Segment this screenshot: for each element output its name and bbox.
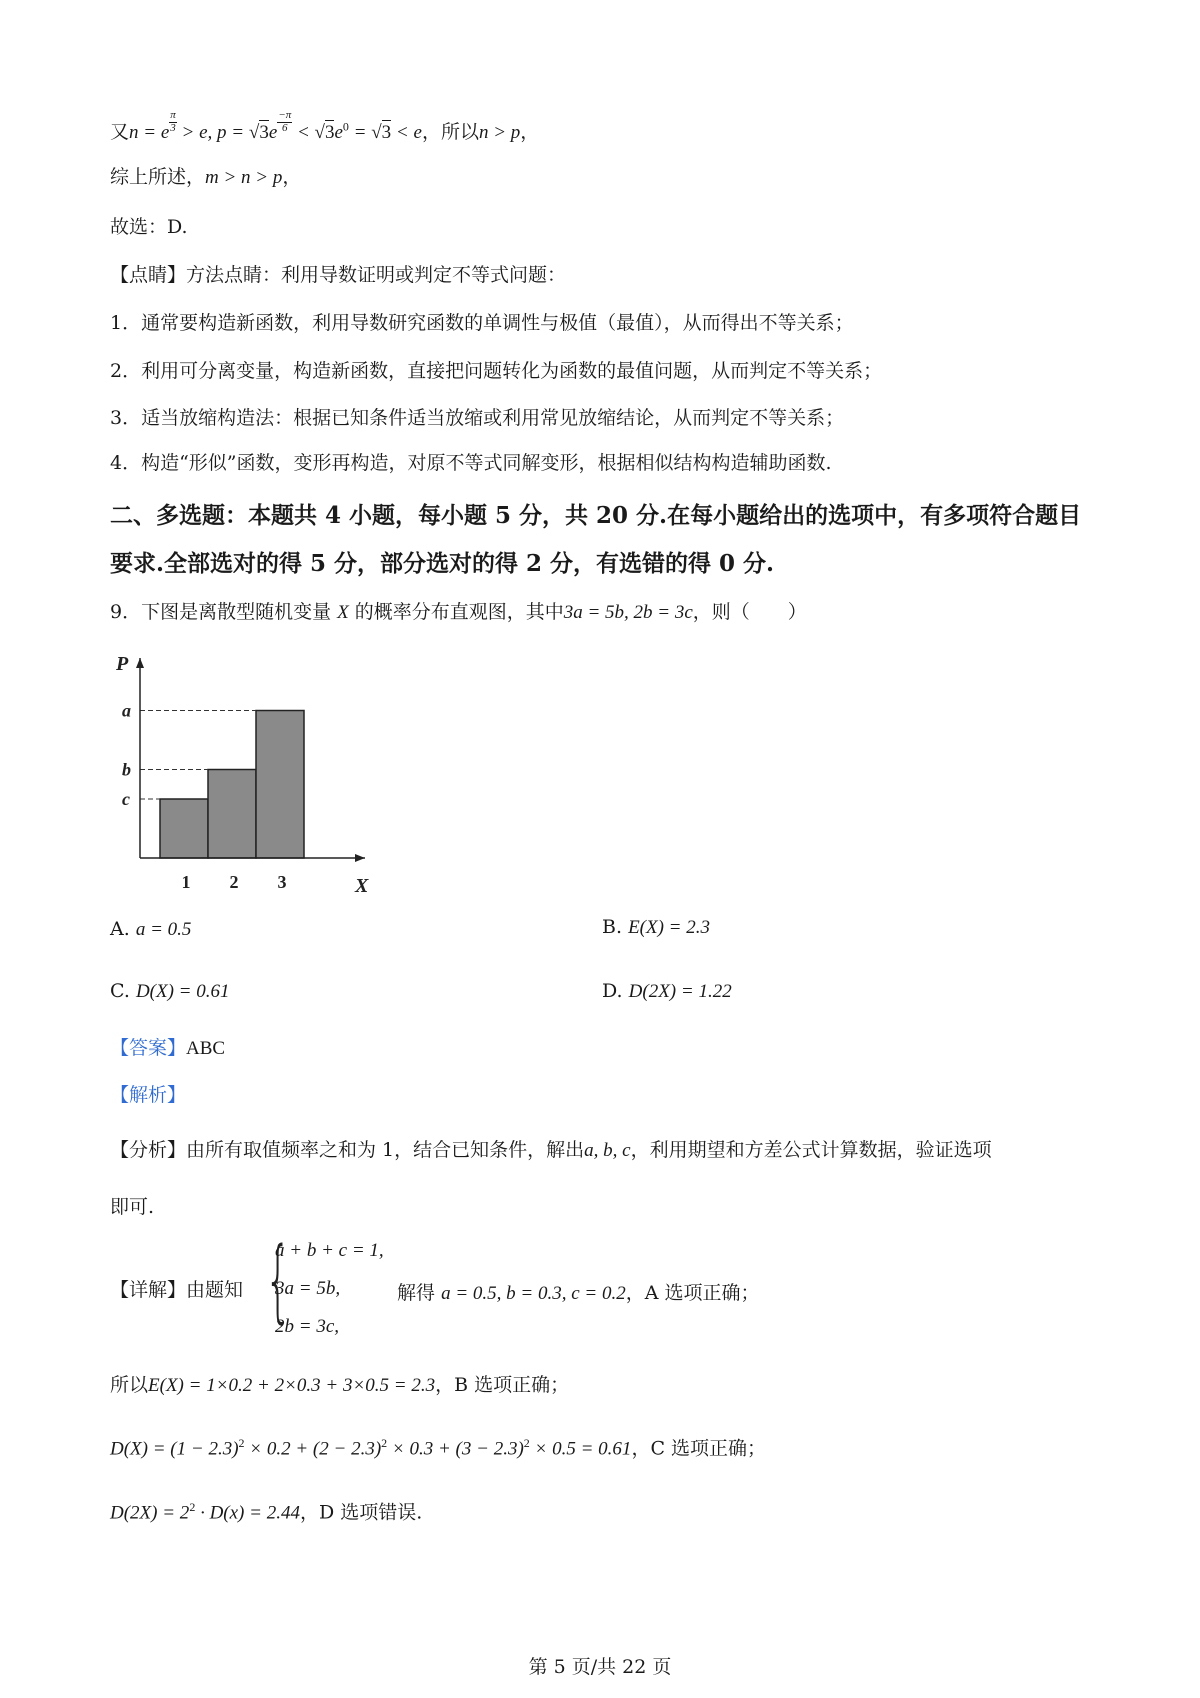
- question-9: [110, 600, 807, 626]
- math-variance: × 0.2 + (2 − 2.3): [244, 1438, 382, 1460]
- math-variance: × 0.3 + (3 − 2.3): [387, 1438, 524, 1460]
- math-n-gt-p: n > p: [478, 121, 521, 143]
- option-letter: A.: [110, 918, 130, 940]
- page-footer: [0, 1652, 1200, 1679]
- calc-text: ，C 选项正确；: [631, 1437, 767, 1460]
- bar-1: [160, 799, 208, 858]
- line-inequality: [110, 110, 539, 146]
- calc-text: ，D 选项错误.: [299, 1501, 423, 1524]
- exp-2: 2: [238, 1436, 245, 1450]
- y-axis-label: P: [116, 653, 129, 675]
- option-a[interactable]: [110, 918, 191, 941]
- y-tick-label-c: c: [122, 789, 130, 809]
- math-variance-2x: D(2X) = 2: [110, 1502, 190, 1524]
- section-heading-line2: [110, 545, 774, 578]
- page-number: 第 5 页/共 22 页: [528, 1656, 672, 1678]
- text-zongshang: 综上所述，: [110, 166, 206, 188]
- equation-3: 2b = 3c,: [275, 1316, 340, 1337]
- option-expr: D(X) = 0.61: [135, 981, 230, 1002]
- question-text: 的概率分布直观图，其中: [354, 601, 564, 623]
- math-lt-e: < e: [391, 121, 422, 143]
- calc-text: 所以: [110, 1374, 149, 1396]
- method-text: 3．适当放缩构造法：根据已知条件适当放缩或利用常见放缩结论，从而判定不等关系；: [110, 407, 845, 429]
- math-expectation: E(X) = 1×0.2 + 2×0.3 + 3×0.5 = 2.3: [148, 1375, 436, 1396]
- option-d[interactable]: [602, 980, 732, 1003]
- x-axis-arrow-icon: [355, 854, 365, 862]
- x-tick-label-2: 2: [229, 872, 239, 892]
- math-variance-2x: · D(x) = 2.44: [195, 1502, 300, 1524]
- line-dianjing: [110, 263, 566, 288]
- text-comma: ，: [520, 120, 540, 143]
- text-dianjing: 【点睛】方法点睛：利用导数证明或判定不等式问题：: [110, 264, 567, 286]
- text-guxuan: 故选：D.: [110, 216, 188, 238]
- exp-zero: 0: [342, 119, 349, 134]
- answer-line: [110, 1036, 225, 1062]
- method-item-3: [110, 406, 844, 431]
- option-letter: B.: [602, 916, 623, 938]
- math-e: e: [334, 121, 343, 143]
- bar-3: [256, 711, 304, 859]
- x-tick-label-3: 3: [277, 872, 287, 892]
- math-variance: D(X) = (1 − 2.3): [110, 1438, 239, 1460]
- math-eq: =: [348, 121, 372, 143]
- solve-text: 解得: [397, 1282, 436, 1304]
- line-conclusion: [110, 165, 301, 191]
- variance-line: [110, 1436, 766, 1462]
- option-b[interactable]: [602, 916, 710, 939]
- calc-text: ，B 选项正确；: [435, 1374, 570, 1396]
- fenxi-text: ，利用期望和方差公式计算数据，验证选项: [630, 1139, 992, 1161]
- option-expr: E(X) = 2.3: [628, 917, 710, 938]
- method-item-2: [110, 359, 882, 384]
- exp-den: 3: [170, 121, 176, 134]
- method-item-1: [110, 311, 854, 336]
- fenxi-text: 【分析】由所有取值频率之和为 1，结合已知条件，解出: [110, 1139, 585, 1161]
- text-comma: ，: [282, 166, 302, 188]
- solve-line: [397, 1278, 759, 1305]
- math-abc: a, b, c: [584, 1140, 631, 1161]
- math-m-n-p: m > n > p: [205, 167, 283, 188]
- sqrt-symbol: √: [314, 121, 325, 143]
- question-text: ，则（ ）: [692, 601, 807, 623]
- fenxi-line1: [110, 1138, 992, 1164]
- equation-1: a + b + c = 1,: [275, 1240, 384, 1261]
- y-tick-label-b: b: [122, 759, 131, 780]
- exp-den: 6: [281, 121, 288, 134]
- section-text: 要求.全部选对的得 5 分，部分选对的得 2 分，有选错的得 0 分.: [110, 550, 775, 577]
- answer-tag: 【答案】: [110, 1037, 187, 1059]
- option-letter: D.: [602, 980, 623, 1002]
- math-p-eq: > e, p =: [176, 121, 249, 143]
- y-tick-label-a: a: [122, 700, 131, 721]
- probability-histogram: [110, 648, 410, 898]
- equation-2: 3a = 5b,: [275, 1278, 341, 1299]
- question-text: 9．下图是离散型随机变量: [110, 601, 332, 623]
- math-variance: × 0.5 = 0.61: [529, 1438, 632, 1460]
- expectation-line: [110, 1373, 569, 1399]
- exp-2: 2: [381, 1436, 388, 1450]
- method-text: 4．构造“形似”函数，变形再构造，对原不等式同解变形，根据相似结构构造辅助函数.: [110, 452, 832, 474]
- sqrt-3: 3: [324, 121, 335, 143]
- section-text: 二、多选题：本题共 4 小题，每小题 5 分，共 20 分.在每小题给出的选项中，有多项符合题目: [110, 502, 1082, 529]
- y-axis-arrow-icon: [136, 658, 144, 668]
- xiangjie-text: 【详解】由题知: [110, 1279, 244, 1301]
- sqrt-3: 3: [381, 121, 392, 143]
- option-expr: D(2X) = 1.22: [628, 981, 732, 1002]
- sqrt-symbol: √: [248, 121, 260, 143]
- sqrt-symbol: √: [371, 121, 382, 143]
- answer-value: ABC: [186, 1038, 226, 1059]
- math-n-eq: n = e: [129, 121, 170, 143]
- math-e: e: [268, 121, 278, 143]
- math-solution: a = 0.5, b = 0.3, c = 0.2: [441, 1283, 626, 1304]
- analysis-tag-line: [110, 1083, 186, 1108]
- exp-num: π: [285, 109, 292, 121]
- fenxi-text: 即可.: [110, 1196, 155, 1218]
- solve-text: ，A 选项正确；: [625, 1282, 760, 1304]
- analysis-tag: 【解析】: [110, 1084, 187, 1106]
- text-you: 又: [110, 120, 130, 143]
- exp-pi-3: [169, 110, 177, 134]
- option-letter: C.: [110, 980, 130, 1002]
- math-condition: 3a = 5b, 2b = 3c: [563, 602, 693, 623]
- xiangjie-tag: [110, 1278, 243, 1303]
- exp-num: π: [170, 109, 176, 121]
- line-choice: [110, 215, 188, 240]
- left-brace-icon: {: [265, 1228, 291, 1333]
- exp-2: 2: [189, 1500, 196, 1514]
- fenxi-line2: [110, 1195, 154, 1220]
- text-suoyi: ，所以: [421, 120, 479, 143]
- option-expr: a = 0.5: [135, 919, 192, 940]
- variance-2x-line: [110, 1500, 422, 1526]
- math-lt: <: [292, 121, 315, 143]
- section-heading-line1: [110, 497, 1081, 530]
- method-text: 1．通常要构造新函数，利用导数研究函数的单调性与极值（最值），从而得出不等关系；: [110, 312, 854, 334]
- option-c[interactable]: [110, 980, 230, 1003]
- method-item-4: [110, 451, 832, 476]
- x-axis-label: X: [355, 875, 369, 897]
- math-x: X: [337, 602, 349, 623]
- x-tick-label-1: 1: [181, 872, 191, 892]
- sqrt-3: 3: [259, 121, 269, 143]
- exp-neg-pi-6: [277, 110, 292, 134]
- bar-2: [208, 770, 256, 859]
- method-text: 2．利用可分离变量，构造新函数，直接把问题转化为函数的最值问题，从而判定不等关系；: [110, 360, 883, 382]
- exp-2: 2: [523, 1436, 530, 1450]
- exp-neg: −: [278, 109, 286, 121]
